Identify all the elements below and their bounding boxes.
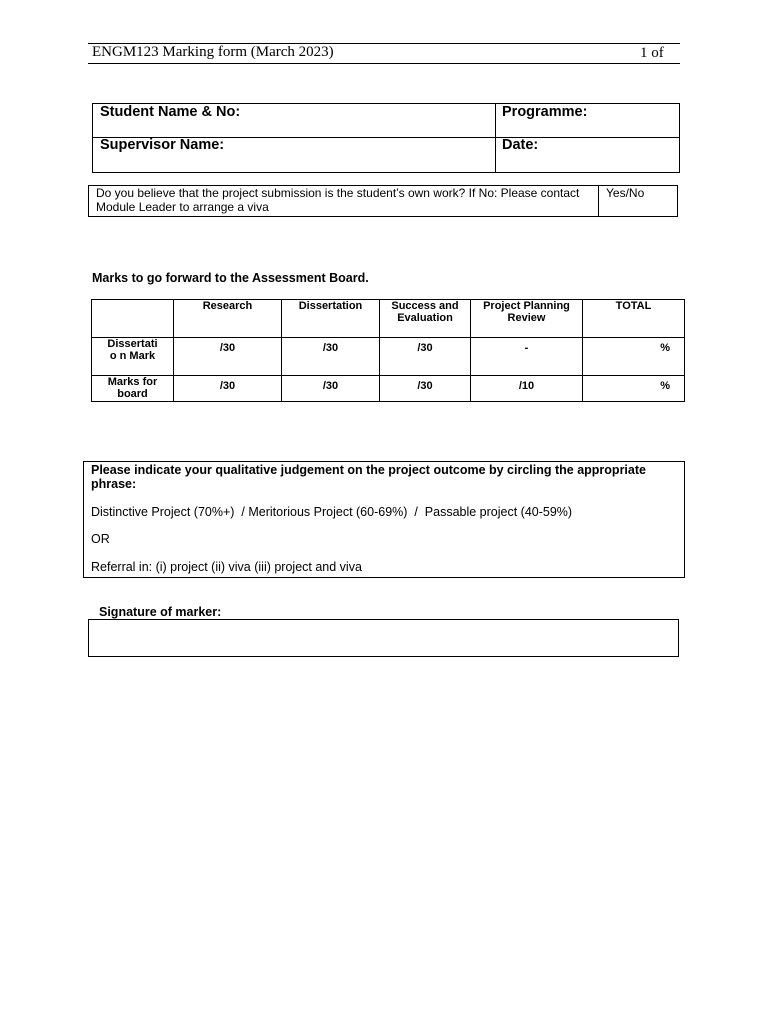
student-name-label: Student Name & No: bbox=[100, 104, 241, 120]
cell-project-planning: /10 bbox=[471, 376, 583, 402]
cell-research: /30 bbox=[174, 376, 282, 402]
column-header-total: TOTAL bbox=[583, 300, 685, 338]
row-header-dissertation-mark bbox=[92, 338, 174, 376]
own-work-question: Do you believe that the project submission is the student’s own work? If No: Please contact Module Leader to arrange a viva bbox=[96, 186, 580, 214]
table-row bbox=[92, 376, 685, 402]
marks-table bbox=[91, 299, 685, 402]
header-rule-bottom bbox=[88, 63, 680, 64]
cell-total: % bbox=[583, 376, 685, 402]
judgement-heading: Please indicate your qualitative judgement on the project outcome by circling the appropriate phrase: bbox=[91, 463, 646, 491]
marks-header-blank bbox=[92, 300, 174, 338]
cell-success-evaluation: /30 bbox=[380, 376, 471, 402]
row-header-label: Marks for board bbox=[107, 376, 158, 400]
cell-dissertation: /30 bbox=[282, 376, 380, 402]
column-header-dissertation: Dissertation bbox=[282, 300, 380, 338]
cell-research: /30 bbox=[174, 338, 282, 376]
cell-success-evaluation: /30 bbox=[380, 338, 471, 376]
cell-total: % bbox=[583, 338, 685, 376]
table-row bbox=[92, 338, 685, 376]
marks-heading: Marks to go forward to the Assessment Board. bbox=[92, 271, 369, 285]
marks-header-row bbox=[92, 300, 685, 338]
row-header-marks-for-board bbox=[92, 376, 174, 402]
page-number: 1 of bbox=[640, 45, 664, 61]
judgement-options: Distinctive Project (70%+) / Meritorious Project (60-69%) / Passable project (40-59%) bbox=[91, 505, 573, 519]
own-work-answer: Yes/No bbox=[606, 186, 645, 200]
date-label: Date: bbox=[502, 137, 539, 153]
cell-dissertation: /30 bbox=[282, 338, 380, 376]
column-header-research: Research bbox=[174, 300, 282, 338]
own-work-divider bbox=[598, 185, 599, 216]
programme-label: Programme: bbox=[502, 104, 588, 120]
row-header-label: Dissertatio n Mark bbox=[107, 338, 158, 362]
judgement-referral: Referral in: (i) project (ii) viva (iii) project and viva bbox=[91, 560, 362, 574]
column-header-project-planning-review: Project Planning Review bbox=[471, 300, 583, 338]
student-info-divider-v bbox=[495, 103, 496, 172]
cell-project-planning: - bbox=[471, 338, 583, 376]
signature-field[interactable] bbox=[88, 619, 679, 657]
supervisor-name-label: Supervisor Name: bbox=[100, 137, 225, 153]
signature-label: Signature of marker: bbox=[99, 605, 222, 619]
judgement-or: OR bbox=[91, 532, 110, 546]
column-header-success-evaluation: Success and Evaluation bbox=[380, 300, 471, 338]
document-title: ENGM123 Marking form (March 2023) bbox=[92, 44, 334, 60]
